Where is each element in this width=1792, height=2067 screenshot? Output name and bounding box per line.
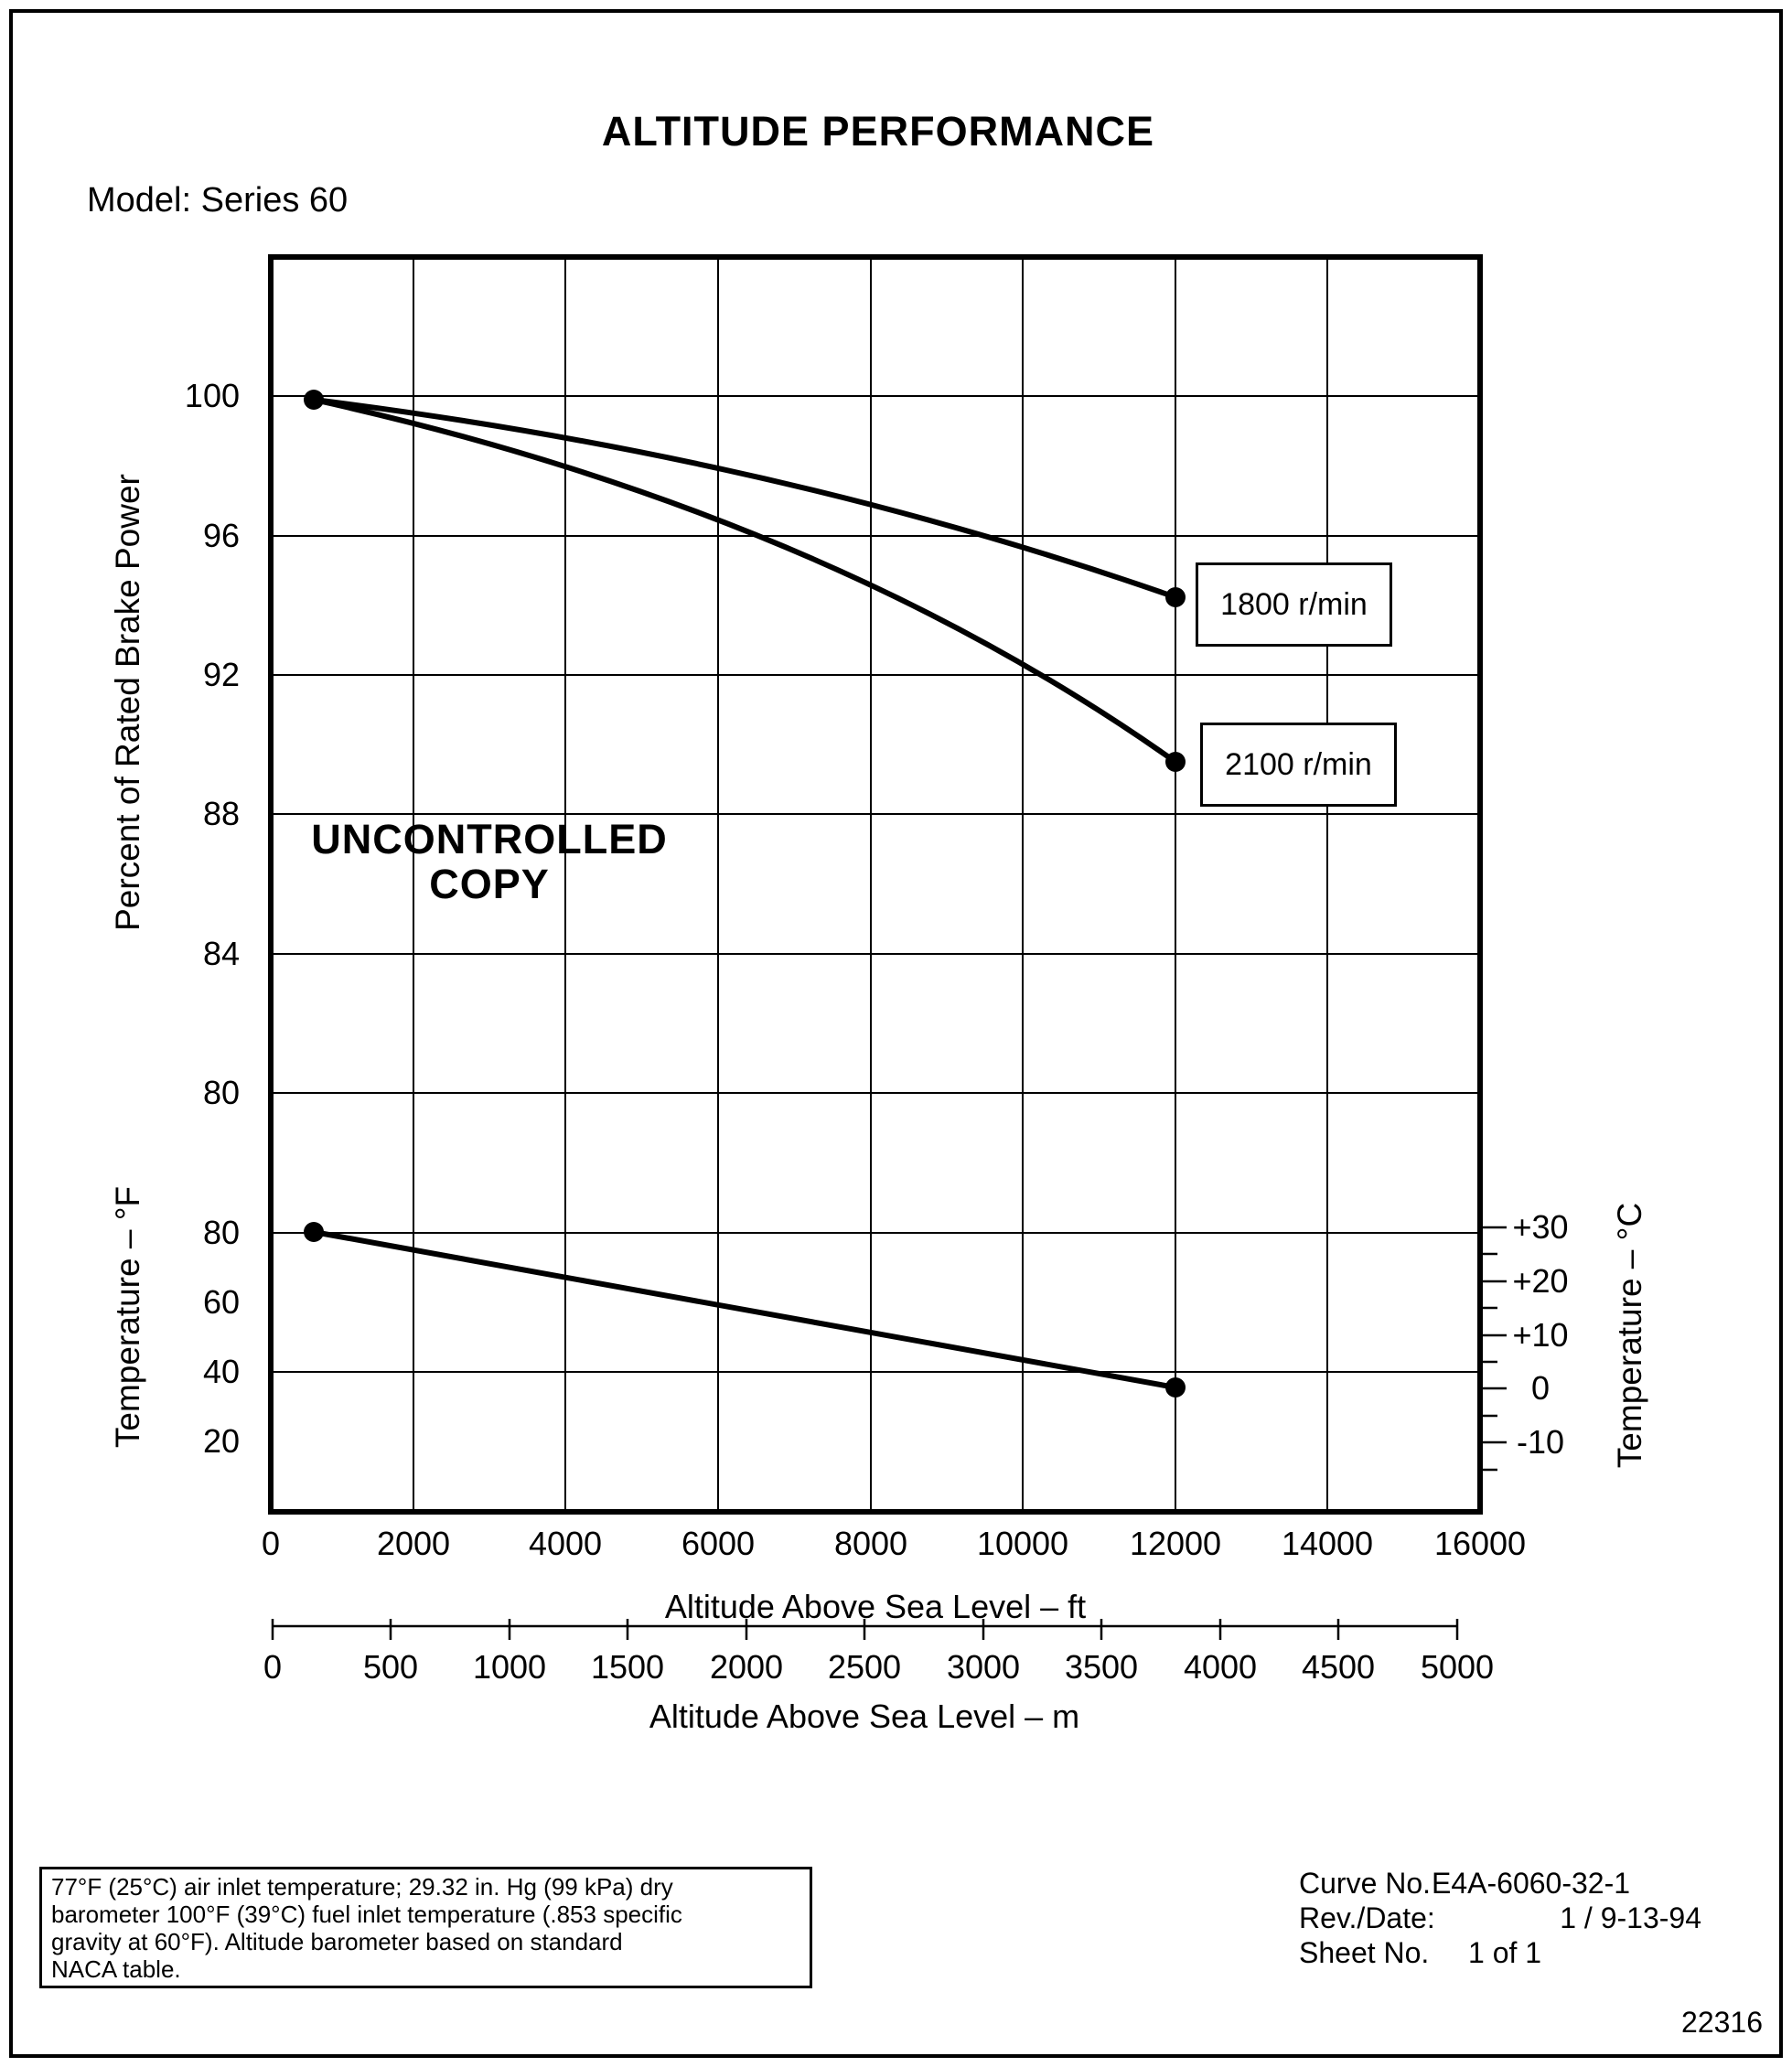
power-tick-label: 100 — [184, 377, 240, 414]
temp-f-tick-label: 40 — [202, 1353, 240, 1390]
curve-label-2100rpm — [1200, 723, 1397, 807]
footer-number: 22316 — [1681, 2006, 1763, 2039]
power-tick-label: 80 — [202, 1074, 240, 1111]
altitude-m-tick-label: 1000 — [472, 1648, 547, 1686]
x-axis-title-m: Altitude Above Sea Level – m — [649, 1698, 1080, 1735]
page-title: ALTITUDE PERFORMANCE — [601, 108, 1155, 155]
temp-f-tick-label: 60 — [202, 1283, 240, 1321]
model-label: Model: Series 60 — [87, 181, 349, 220]
note-line: barometer 100°F (39°C) fuel inlet temperature (.853 specific — [51, 1901, 682, 1928]
altitude-ft-tick-label: 10000 — [976, 1525, 1069, 1562]
curve-no-label: Curve No. — [1299, 1867, 1432, 1900]
watermark — [302, 817, 677, 906]
temp-c-tick-label: +20 — [1512, 1262, 1569, 1300]
altitude-ft-tick-label: 16000 — [1433, 1525, 1527, 1562]
note-line: gravity at 60°F). Altitude barometer based on standard — [51, 1928, 623, 1955]
temp-c-tick-label: 0 — [1530, 1369, 1551, 1407]
temp-f-tick-label: 80 — [202, 1214, 240, 1251]
altitude-ft-tick-label: 0 — [261, 1525, 281, 1562]
y-axis-title-temp-f: Temperature – °F — [109, 1185, 146, 1449]
data-point-dot — [1165, 587, 1186, 607]
altitude-m-tick-label: 3500 — [1064, 1648, 1139, 1686]
altitude-ft-tick-label: 12000 — [1129, 1525, 1222, 1562]
curve-label-1800rpm — [1196, 562, 1392, 647]
x-axis-title-ft: Altitude Above Sea Level – ft — [664, 1588, 1087, 1625]
altitude-m-tick-label: 4000 — [1183, 1648, 1258, 1686]
temp-c-tick-label: +30 — [1512, 1208, 1569, 1246]
power-tick-label: 88 — [202, 795, 240, 832]
curve-label-1800rpm-text: 1800 r/min — [1220, 586, 1368, 622]
curve-ambient-temperature — [314, 1232, 1175, 1387]
altitude-m-tick-label: 500 — [362, 1648, 419, 1686]
data-point-dot — [304, 390, 324, 410]
sheet-no-label: Sheet No. — [1299, 1936, 1430, 1969]
altitude-ft-tick-label: 4000 — [528, 1525, 603, 1562]
altitude-ft-tick-label: 6000 — [681, 1525, 756, 1562]
altitude-m-tick-label: 5000 — [1420, 1648, 1495, 1686]
power-tick-label: 96 — [202, 517, 240, 554]
data-point-dot — [1165, 752, 1186, 772]
curve-label-2100rpm-text: 2100 r/min — [1225, 746, 1372, 782]
temp-c-tick-label: +10 — [1512, 1316, 1569, 1354]
power-tick-label: 92 — [202, 656, 240, 693]
conditions-note-box — [39, 1867, 812, 1988]
data-point-dot — [304, 1222, 324, 1242]
altitude-ft-tick-label: 14000 — [1281, 1525, 1374, 1562]
data-point-dot — [1165, 1377, 1186, 1398]
altitude-m-tick-label: 2500 — [827, 1648, 902, 1686]
altitude-m-tick-label: 3000 — [946, 1648, 1021, 1686]
note-line: 77°F (25°C) air inlet temperature; 29.32 in. Hg (99 kPa) dry — [51, 1873, 673, 1901]
temp-c-tick-label: -10 — [1516, 1423, 1565, 1461]
note-line: NACA table. — [51, 1955, 181, 1983]
y-axis-title-power: Percent of Rated Brake Power — [109, 474, 146, 931]
altitude-m-tick-label: 4500 — [1301, 1648, 1376, 1686]
curve-2100rpm — [314, 400, 1175, 762]
watermark-line2: COPY — [429, 861, 550, 907]
sheet-no-value: 1 of 1 — [1468, 1936, 1542, 1969]
power-tick-label: 84 — [202, 935, 240, 972]
altitude-ft-tick-label: 8000 — [833, 1525, 908, 1562]
y-axis-title-temp-c: Temperature – °C — [1611, 1202, 1648, 1469]
altitude-m-tick-label: 1500 — [590, 1648, 665, 1686]
rev-date-value: 1 / 9-13-94 — [1560, 1901, 1701, 1934]
watermark-line1: UNCONTROLLED — [311, 816, 668, 862]
altitude-m-tick-label: 2000 — [709, 1648, 784, 1686]
curve-no-value: E4A-6060-32-1 — [1432, 1867, 1631, 1900]
rev-date-label: Rev./Date: — [1299, 1901, 1435, 1934]
altitude-m-tick-label: 0 — [263, 1648, 283, 1686]
temp-f-tick-label: 20 — [202, 1422, 240, 1460]
altitude-ft-tick-label: 2000 — [376, 1525, 451, 1562]
